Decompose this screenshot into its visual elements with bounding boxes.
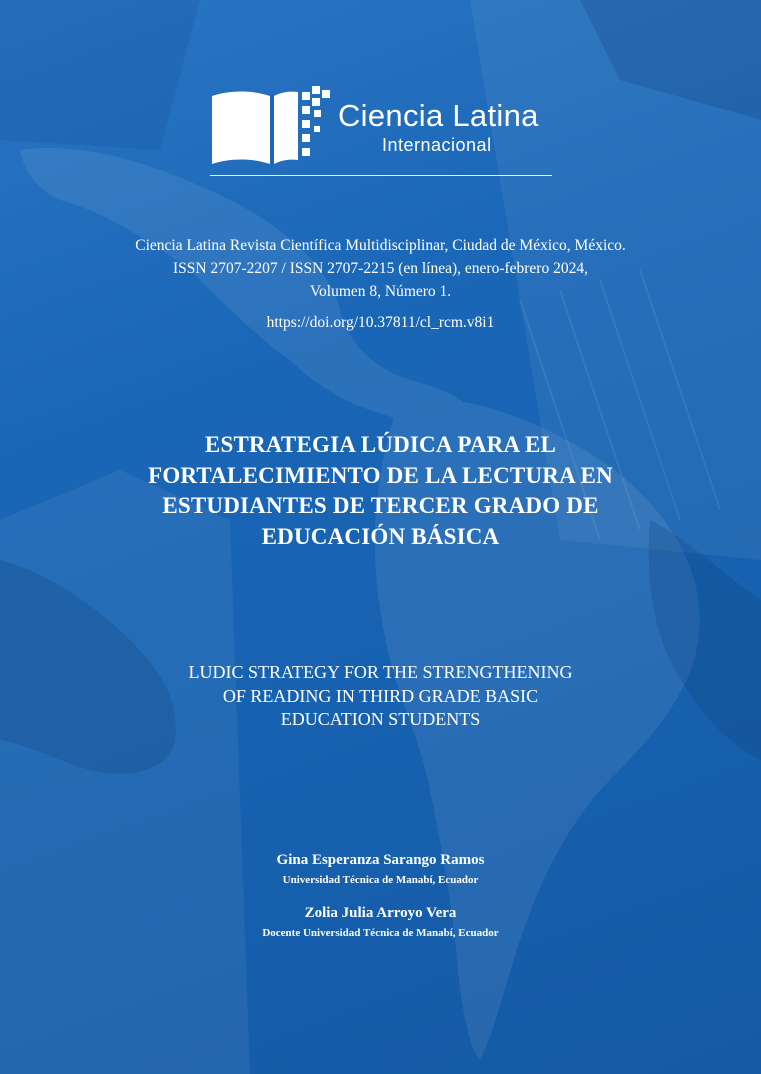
article-title	[60, 430, 701, 552]
author-affiliation: Universidad Técnica de Manabí, Ecuador	[282, 874, 479, 886]
journal-info-line-2: ISSN 2707-2207 / ISSN 2707-2215 (en línea), enero-febrero 2024,	[173, 260, 588, 277]
open-book-icon	[212, 92, 298, 167]
title-line: EDUCACIÓN BÁSICA	[261, 523, 500, 549]
author-affiliation: Docente Universidad Técnica de Manabí, Ecuador	[262, 927, 499, 939]
doi-link[interactable]: https://doi.org/10.37811/cl_rcm.v8i1	[266, 314, 495, 331]
english-title-line: EDUCATION STUDENTS	[280, 709, 481, 729]
author-block	[80, 905, 681, 939]
english-title-line: OF READING IN THIRD GRADE BASIC	[222, 685, 539, 706]
journal-info-line-1: Ciencia Latina Revista Científica Multidisciplinar, Ciudad de México, México.	[135, 237, 626, 254]
brand-subtitle: Internacional	[382, 135, 492, 155]
title-line: FORTALECIMIENTO DE LA LECTURA EN	[148, 462, 613, 488]
title-line: ESTRATEGIA LÚDICA PARA EL	[204, 432, 557, 457]
pixel-squares-icon	[302, 86, 330, 156]
author-name: Zolia Julia Arroyo Vera	[304, 905, 457, 921]
brand-divider	[210, 175, 552, 176]
english-title-line: LUDIC STRATEGY FOR THE STRENGTHENING	[188, 662, 573, 682]
author-name: Gina Esperanza Sarango Ramos	[276, 852, 485, 868]
author-block	[80, 852, 681, 886]
journal-info-line-3: Volumen 8, Número 1.	[309, 283, 452, 300]
article-english-title	[90, 661, 671, 732]
brand-name: Ciencia Latina	[338, 98, 539, 133]
title-line: ESTUDIANTES DE TERCER GRADO DE	[162, 493, 599, 518]
